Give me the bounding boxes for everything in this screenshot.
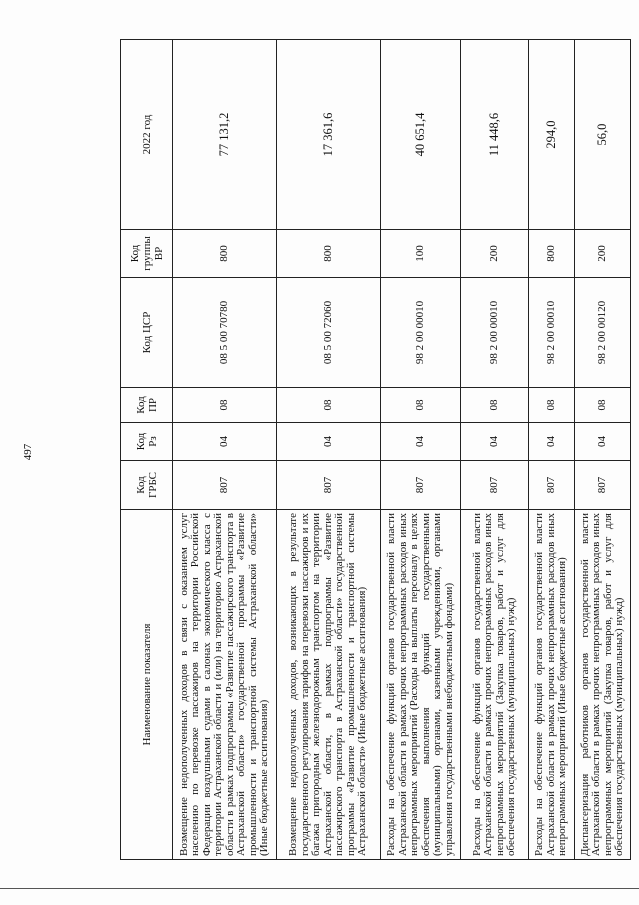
row-name: Возмещение недополученных доходов, возникающих в результате государственного регулирования тарифов на перевозки пассажиров и их багажа пригородным железнодорожным транспортом на территории Астраханской области, в рамках подпрограммы «Развитие пассажирского транспорта в Астраханской области» государственной программы «Развитие промышленности и транспортной системы Астраханской области» (Иные бюджетные ассигнования) xyxy=(277,510,381,860)
table-row xyxy=(575,40,631,860)
row-sum: 40 651,4 xyxy=(381,40,461,230)
row-pr: 08 xyxy=(461,388,529,423)
row-csr: 98 2 00 00010 xyxy=(529,278,575,388)
row-grbs: 807 xyxy=(173,461,277,510)
row-rz: 04 xyxy=(173,423,277,461)
row-pr: 08 xyxy=(173,388,277,423)
row-rz: 04 xyxy=(381,423,461,461)
table-row xyxy=(529,40,575,860)
row-grbs: 807 xyxy=(381,461,461,510)
table-row xyxy=(277,40,381,860)
row-name: Расходы на обеспечение функций органов государственной власти Астраханской области в рамках прочих непрограммных расходов иных непрограммных мероприятий (Иные бюджетные ассигнования) xyxy=(529,510,575,860)
row-pr: 08 xyxy=(529,388,575,423)
row-csr: 98 2 00 00010 xyxy=(381,278,461,388)
row-pr: 08 xyxy=(575,388,631,423)
row-grbs: 807 xyxy=(277,461,381,510)
header-grbs: Код ГРБС xyxy=(121,461,173,510)
header-vr: Код группы ВР xyxy=(121,230,173,278)
row-name: Возмещение недополученных доходов в связи с оказанием услуг населению по перевозке пассажиров на территории Российской Федерации воздушными судами в салонах экономического класса с территории Астраханской области и (или) на территорию Астраханской области в рамках подпрограммы «Развитие пассажирского транспорта в Астраханской области» государственной программы «Развитие промышленности и транспортной системы Астраханской области» (Иные бюджетные ассигнования) xyxy=(173,510,277,860)
page-number: 497 xyxy=(22,443,34,461)
row-name: Расходы на обеспечение функций органов государственной власти Астраханской области в рамках прочих непрограммных расходов иных непрограммных мероприятий (Закупка товаров, работ и услуг для обеспечения государственных (муниципальных) нужд) xyxy=(461,510,529,860)
row-vr: 800 xyxy=(529,230,575,278)
row-name: Расходы на обеспечение функций органов государственной власти Астраханской области в рамках прочих непрограммных расходов иных непрограммных мероприятий (Расходы на выплаты персоналу в целях обеспечения выполнения функций государственными (муниципальными) органами, казенными учреждениями, органами управления государственными внебюджетными фондами) xyxy=(381,510,461,860)
row-rz: 04 xyxy=(575,423,631,461)
row-csr: 98 2 00 00120 xyxy=(575,278,631,388)
budget-table xyxy=(120,39,631,860)
row-csr: 98 2 00 00010 xyxy=(461,278,529,388)
row-grbs: 807 xyxy=(461,461,529,510)
row-vr: 100 xyxy=(381,230,461,278)
bottom-scan-line xyxy=(0,888,639,889)
row-sum: 77 131,2 xyxy=(173,40,277,230)
header-sum: 2022 год xyxy=(121,40,173,230)
header-rz: Код Рз xyxy=(121,423,173,461)
row-csr: 08 5 00 70780 xyxy=(173,278,277,388)
table-row xyxy=(381,40,461,860)
row-rz: 04 xyxy=(461,423,529,461)
table-row xyxy=(461,40,529,860)
row-vr: 200 xyxy=(575,230,631,278)
header-name: Наименование показателя xyxy=(121,510,173,860)
row-pr: 08 xyxy=(277,388,381,423)
row-sum: 11 448,6 xyxy=(461,40,529,230)
row-vr: 800 xyxy=(277,230,381,278)
row-pr: 08 xyxy=(381,388,461,423)
rotated-page-content xyxy=(120,40,625,860)
header-csr: Код ЦСР xyxy=(121,278,173,388)
row-vr: 200 xyxy=(461,230,529,278)
row-vr: 800 xyxy=(173,230,277,278)
row-sum: 294,0 xyxy=(529,40,575,230)
row-sum: 17 361,6 xyxy=(277,40,381,230)
row-grbs: 807 xyxy=(575,461,631,510)
row-csr: 08 5 00 72060 xyxy=(277,278,381,388)
row-rz: 04 xyxy=(529,423,575,461)
row-sum: 56,0 xyxy=(575,40,631,230)
row-rz: 04 xyxy=(277,423,381,461)
row-grbs: 807 xyxy=(529,461,575,510)
row-name: Диспансеризация работников органов государственной власти Астраханской области в рамках прочих непрограммных расходов иных непрограммных мероприятий (Закупка товаров, работ и услуг для обеспечения государственных (муниципальных) нужд) xyxy=(575,510,631,860)
table-row xyxy=(173,40,277,860)
header-pr: Код ПР xyxy=(121,388,173,423)
header-row xyxy=(121,40,173,860)
